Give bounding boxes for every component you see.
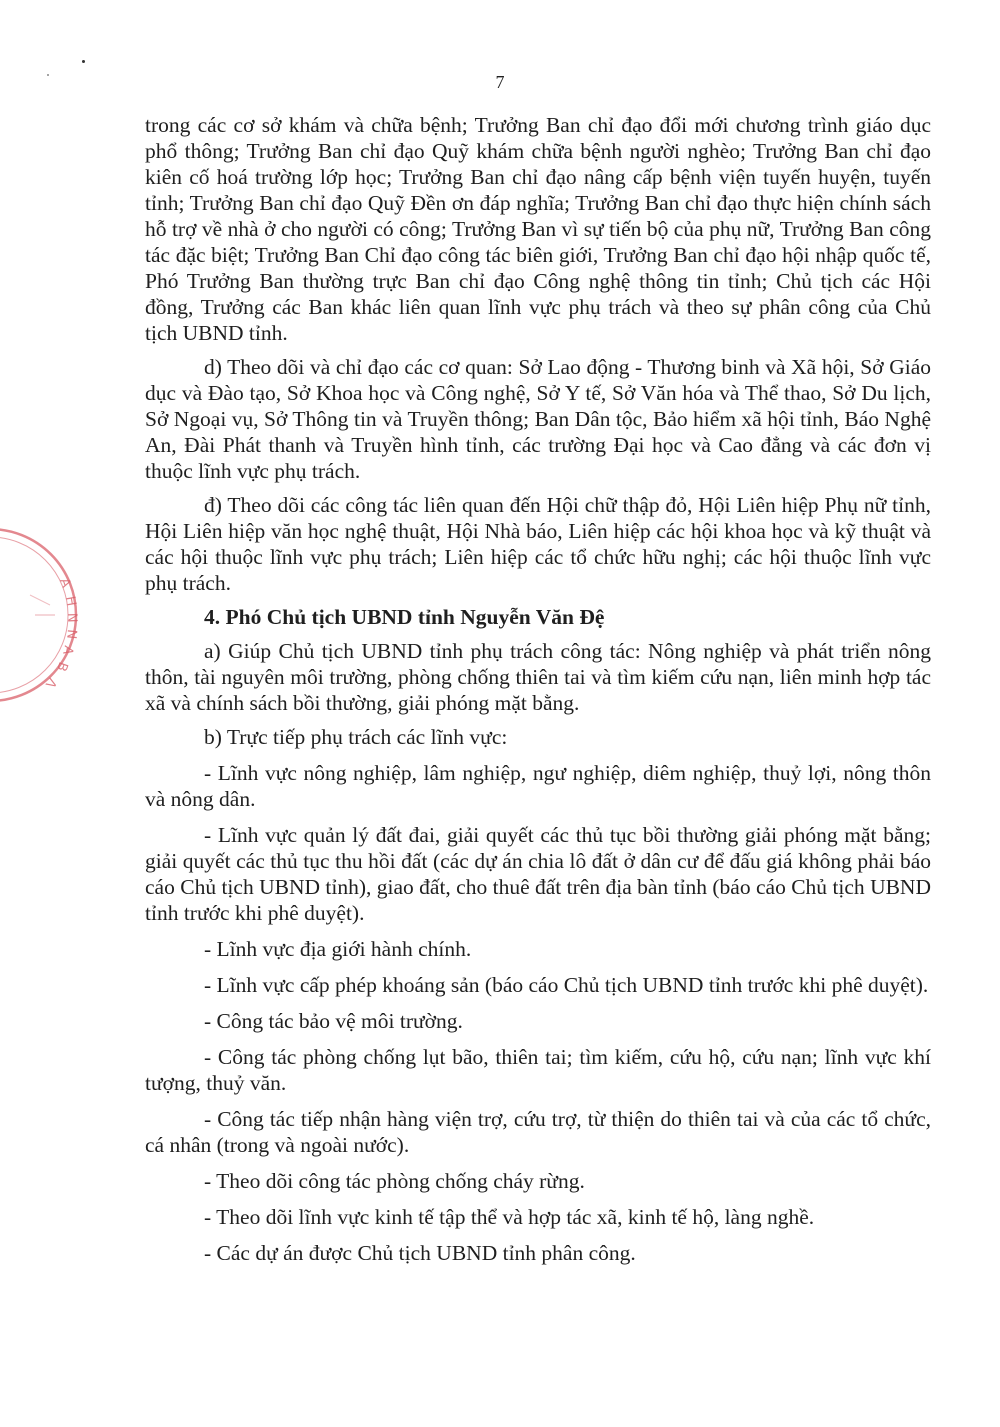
paragraph-b: b) Trực tiếp phụ trách các lĩnh vực:	[204, 725, 508, 749]
svg-text:H: H	[62, 595, 79, 608]
list-item: - Lĩnh vực cấp phép khoáng sản (báo cáo Chủ tịch UBND tỉnh trước khi phê duyệt).	[204, 973, 929, 997]
svg-text:N: N	[63, 628, 79, 640]
page-number: 7	[495, 72, 505, 92]
svg-text:A: A	[59, 644, 76, 656]
section-heading: 4. Phó Chủ tịch UBND tỉnh Nguyễn Văn Đệ	[204, 605, 605, 629]
list-item: - Công tác phòng chống lụt bão, thiên tai; tìm kiếm, cứu hộ, cứu nạn; lĩnh vực khí tượng, thuỷ văn.	[145, 1045, 931, 1095]
paragraph-continuation: trong các cơ sở khám và chữa bệnh; Trưởng Ban chỉ đạo đổi mới chương trình giáo dục phổ thông; Trưởng Ban chỉ đạo Quỹ khám chữa bệnh người nghèo; Trưởng Ban chỉ đạo kiên cố hoá trường lớp học; Trưởng Ban chỉ đạo nâng cấp bệnh viện tuyến huyện, tuyến tỉnh; Trưởng Ban chỉ đạo Quỹ Đền ơn đáp nghĩa; Trưởng Ban chỉ đạo thực hiện chính sách hỗ trợ về nhà ở cho người có công; Trưởng Ban vì sự tiến bộ của phụ nữ, Trưởng Ban công tác đặc biệt; Trưởng Ban Chỉ đạo công tác biên giới, Trưởng Ban chỉ đạo hội nhập quốc tế, Phó Trưởng Ban thường trực Ban chỉ đạo Công nghệ thông tin tỉnh; Chủ tịch các Hội đồng, Trưởng các Ban khác liên quan lĩnh vực phụ trách và theo sự phân công của Chủ tịch UBND tỉnh.	[145, 113, 931, 345]
list-item: - Theo dõi công tác phòng chống cháy rừng.	[204, 1169, 585, 1193]
list-item: - Lĩnh vực quản lý đất đai, giải quyết các thủ tục bồi thường giải phóng mặt bằng; giải quyết các thủ tục thu hồi đất (các dự án chia lô đất ở dân cư để đấu giá không phải báo cáo Chủ tịch UBND tỉnh), giao đất, cho thuê đất trên địa bàn tỉnh (báo cáo Chủ tịch UBND tỉnh trước khi phê duyệt).	[145, 823, 931, 925]
svg-text:N: N	[64, 612, 80, 623]
svg-text:Λ: Λ	[41, 674, 60, 691]
paragraph-a: a) Giúp Chủ tịch UBND tỉnh phụ trách công tác: Nông nghiệp và phát triển nông thôn, tài nguyên môi trường, phòng chống thiên tai và tìm kiếm cứu nạn, liên minh hợp tác xã và chính sách bồi thường, giải phóng mặt bằng.	[145, 639, 931, 715]
svg-text:B: B	[53, 659, 71, 674]
svg-text:A: A	[56, 576, 74, 590]
list-item: - Theo dõi lĩnh vực kinh tế tập thể và hợp tác xã, kinh tế hộ, làng nghề.	[204, 1205, 815, 1229]
document-body	[145, 112, 931, 1276]
scan-speck	[82, 60, 85, 63]
red-seal-stamp	[0, 525, 80, 705]
paragraph-dd: đ) Theo dõi các công tác liên quan đến Hội chữ thập đỏ, Hội Liên hiệp Phụ nữ tỉnh, Hội Liên hiệp văn học nghệ thuật, Hội Nhà báo, Liên hiệp các hội khoa học và kỹ thuật và các hội thuộc lĩnh vực phụ trách; Liên hiệp các tổ chức hữu nghị; các hội thuộc lĩnh vực phụ trách.	[145, 493, 931, 595]
list-item: - Lĩnh vực địa giới hành chính.	[204, 937, 472, 961]
paragraph-d: d) Theo dõi và chỉ đạo các cơ quan: Sở Lao động - Thương binh và Xã hội, Sở Giáo dục và Đào tạo, Sở Khoa học và Công nghệ, Sở Y tế, Sở Văn hóa và Thể thao, Sở Du lịch, Sở Ngoại vụ, Sở Thông tin và Truyền thông; Ban Dân tộc, Bảo hiểm xã hội tỉnh, Báo Nghệ An, Đài Phát thanh và Truyền hình tỉnh, các trường Đại học và Cao đẳng và các đơn vị thuộc lĩnh vực phụ trách.	[145, 355, 931, 483]
list-item: - Công tác tiếp nhận hàng viện trợ, cứu trợ, từ thiện do thiên tai và của các tổ chức, cá nhân (trong và ngoài nước).	[145, 1107, 931, 1157]
list-item: - Lĩnh vực nông nghiệp, lâm nghiệp, ngư nghiệp, diêm nghiệp, thuỷ lợi, nông thôn và nông dân.	[145, 761, 931, 811]
list-item: - Các dự án được Chủ tịch UBND tỉnh phân công.	[204, 1241, 636, 1265]
list-item: - Công tác bảo vệ môi trường.	[204, 1009, 463, 1033]
